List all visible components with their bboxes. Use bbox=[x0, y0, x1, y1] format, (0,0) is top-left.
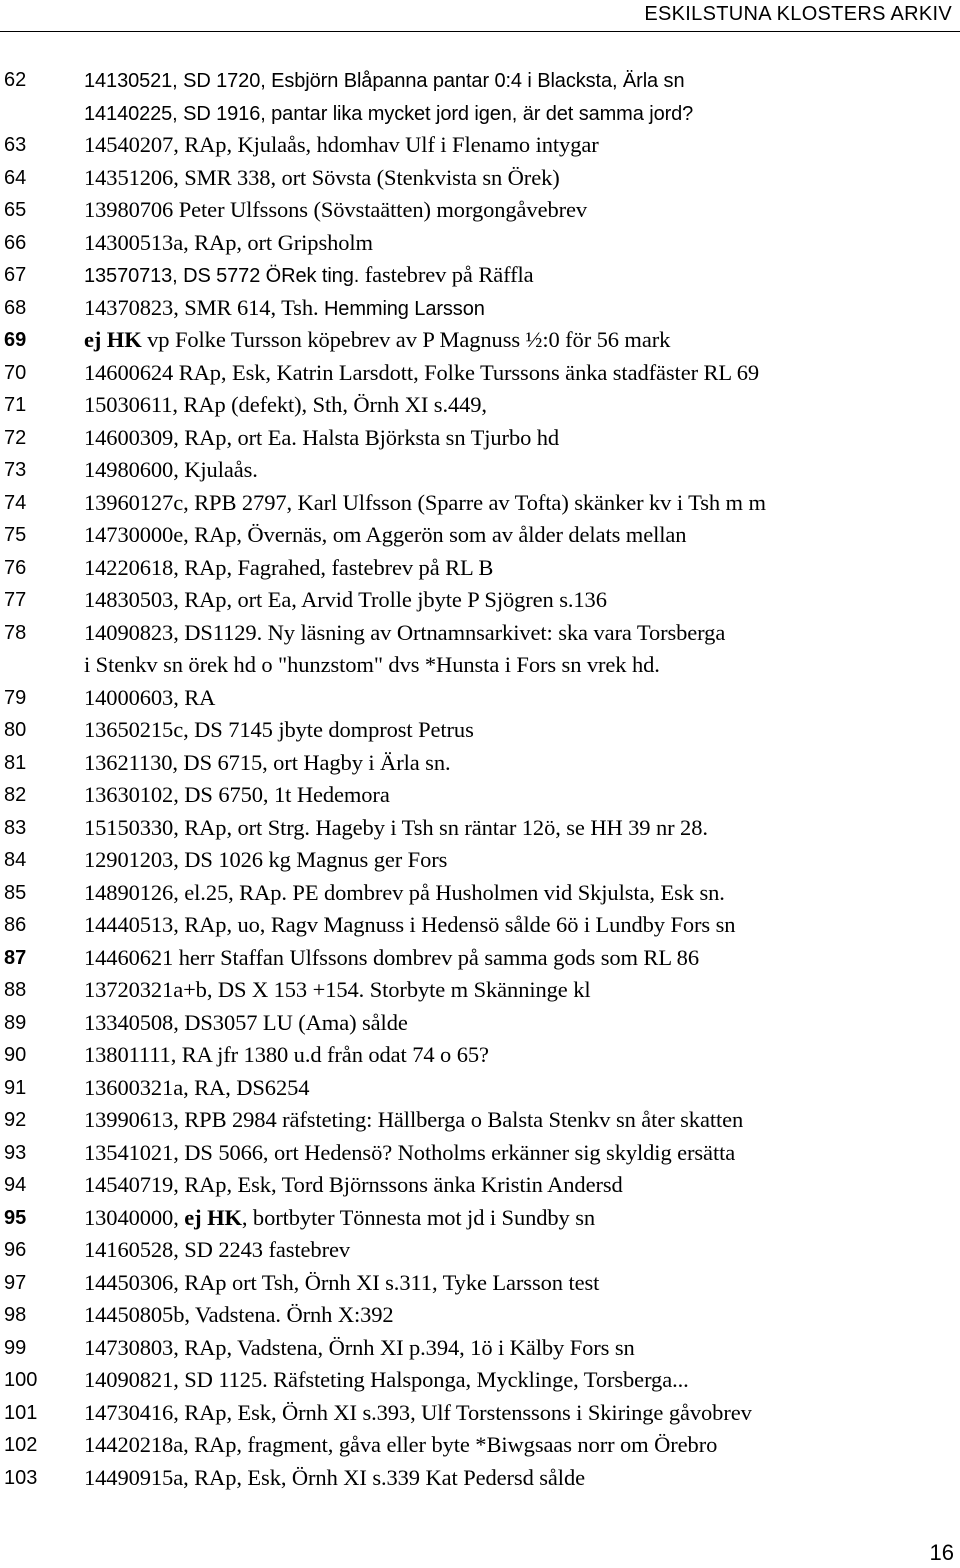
entry-number: 92 bbox=[4, 1109, 27, 1131]
entry-text bbox=[84, 1234, 350, 1267]
entry-line bbox=[84, 357, 759, 390]
register-entry bbox=[0, 1104, 960, 1137]
entry-text bbox=[84, 942, 699, 975]
entry-segment: 13541021, DS 5066, ort Hedensö? Notholms erkänner sig skyldig ersätta bbox=[84, 1139, 736, 1165]
register-entry bbox=[0, 844, 960, 877]
entry-segment: 14130521, SD 1720, Esbjörn Blåpanna pantar 0:4 i Blacksta, Ärla sn bbox=[84, 70, 685, 92]
entry-text bbox=[84, 1462, 585, 1495]
entry-line bbox=[84, 1267, 599, 1300]
entry-line bbox=[84, 1039, 489, 1072]
entry-text bbox=[84, 1364, 689, 1397]
entry-segment: 14890126, el.25, RAp. PE dombrev på Husholmen vid Skjulsta, Esk sn. bbox=[84, 879, 725, 905]
entry-text bbox=[84, 389, 487, 422]
entry-number: 85 bbox=[4, 881, 27, 904]
entry-line bbox=[84, 1137, 735, 1170]
entry-line bbox=[84, 682, 215, 715]
entry-segment: 14160528, SD 2243 fastebrev bbox=[84, 1237, 351, 1262]
entry-segment: i Stenkv sn örek hd o "hunzstom" dvs *Hunsta i Fors sn vrek hd. bbox=[84, 652, 660, 677]
entry-text bbox=[84, 454, 258, 487]
entry-segment: 14730000e, RAp, Övernäs, om Aggerön som av ålder delats mellan bbox=[84, 522, 687, 547]
register-entry bbox=[0, 1137, 960, 1170]
entry-text bbox=[84, 194, 587, 227]
register-entry bbox=[0, 1462, 960, 1495]
entry-line bbox=[84, 1429, 717, 1462]
entry-segment: 13650215c, DS 7145 jbyte domprost Petrus bbox=[84, 717, 474, 742]
entry-segment: 13980706 Peter Ulfssons (Sövstaätten) morgongåvebrev bbox=[84, 197, 588, 222]
entry-text bbox=[84, 584, 607, 617]
entry-number: 67 bbox=[4, 264, 27, 286]
entry-number: 89 bbox=[4, 1011, 27, 1034]
register-entry bbox=[0, 292, 960, 325]
entry-text bbox=[84, 1332, 635, 1365]
entry-text bbox=[84, 1104, 743, 1137]
register-entry bbox=[0, 1234, 960, 1267]
entry-segment: 14420218a, RAp, fragment, gåva eller byte *Biwgsaas norr om Örebro bbox=[84, 1432, 718, 1457]
register-entry bbox=[0, 584, 960, 617]
entry-number: 78 bbox=[4, 621, 27, 644]
register-entry bbox=[0, 714, 960, 747]
entry-line bbox=[84, 194, 587, 227]
register-list bbox=[0, 64, 960, 1494]
entry-segment: 14370823, SMR 614, Tsh. bbox=[84, 294, 319, 320]
entry-text bbox=[84, 227, 373, 260]
register-entry bbox=[0, 259, 960, 292]
entry-number: 68 bbox=[4, 296, 27, 319]
entry-line bbox=[84, 97, 693, 130]
entry-text bbox=[84, 552, 493, 585]
entry-number: 63 bbox=[4, 134, 27, 156]
entry-text bbox=[84, 714, 474, 747]
entry-text bbox=[84, 422, 559, 455]
entry-line bbox=[84, 324, 670, 357]
entry-line bbox=[84, 487, 766, 520]
entry-segment: 13600321a, RA, DS6254 bbox=[84, 1074, 310, 1100]
entry-line bbox=[84, 714, 474, 747]
entry-segment: vp Folke Tursson köpebrev av P Magnuss ½:0 för 56 mark bbox=[141, 327, 671, 352]
entry-line bbox=[84, 1169, 623, 1202]
entry-segment: 14300513a, RAp, ort Gripsholm bbox=[84, 229, 373, 255]
entry-line bbox=[84, 877, 725, 910]
entry-text bbox=[84, 292, 485, 325]
entry-text bbox=[84, 1007, 408, 1040]
entry-number: 64 bbox=[4, 166, 27, 189]
register-entry bbox=[0, 909, 960, 942]
entry-segment: ej HK bbox=[184, 1204, 242, 1230]
entry-text bbox=[84, 812, 708, 845]
entry-text bbox=[84, 129, 599, 162]
entry-segment: 13630102, DS 6750, 1t Hedemora bbox=[84, 782, 390, 807]
entry-line bbox=[84, 1007, 408, 1040]
entry-number: 102 bbox=[4, 1434, 38, 1456]
entry-text bbox=[84, 357, 759, 390]
register-entry bbox=[0, 942, 960, 975]
entry-line bbox=[84, 1072, 309, 1105]
register-entry bbox=[0, 682, 960, 715]
entry-segment: 14140225, SD 1916, pantar lika mycket jord igen, är det samma jord? bbox=[84, 102, 694, 125]
register-entry bbox=[0, 1072, 960, 1105]
entry-number: 74 bbox=[4, 491, 27, 514]
register-entry bbox=[0, 227, 960, 260]
entry-segment: 13621130, DS 6715, ort Hagby i Ärla sn. bbox=[84, 749, 451, 775]
entry-number: 81 bbox=[4, 751, 27, 774]
entry-text bbox=[84, 909, 735, 942]
register-entry bbox=[0, 64, 960, 129]
entry-segment: 13570713, DS 5772 ÖRek ting. bbox=[84, 265, 360, 287]
entry-segment: 14450306, RAp ort Tsh, Örnh XI s.311, Tyke Larsson test bbox=[84, 1269, 600, 1295]
entry-line bbox=[84, 584, 607, 617]
entry-segment: 14540207, RAp, Kjulaås, hdomhav Ulf i Flenamo intygar bbox=[84, 132, 599, 157]
entry-text bbox=[84, 779, 390, 812]
entry-line bbox=[84, 779, 390, 812]
entry-text bbox=[84, 1397, 752, 1430]
entry-segment: 13720321a+b, DS X 153 +154. bbox=[84, 977, 365, 1002]
register-entry bbox=[0, 1299, 960, 1332]
register-entry bbox=[0, 1397, 960, 1430]
entry-segment: 14450805b, Vadstena. Örnh X:392 bbox=[84, 1302, 394, 1327]
entry-segment: 14830503, RAp, ort Ea, Arvid Trolle jbyte P Sjögren s.136 bbox=[84, 587, 607, 612]
entry-segment: , bortbyter Tönnesta mot jd i Sundby sn bbox=[241, 1204, 596, 1230]
register-entry bbox=[0, 1267, 960, 1300]
entry-segment: 14351206, SMR 338, ort Sövsta (Stenkvista sn Örek) bbox=[84, 164, 560, 190]
entry-text bbox=[84, 324, 670, 357]
entry-segment: 14600309, RAp, ort Ea. bbox=[84, 424, 297, 450]
entry-segment: fastebrev på Räffla bbox=[359, 262, 534, 287]
entry-number: 87 bbox=[4, 946, 27, 969]
entry-segment: 15150330, RAp, ort Strg. Hageby i Tsh sn räntar 12ö, se HH 39 nr 28. bbox=[84, 814, 708, 840]
entry-segment: 14090823, DS1129. bbox=[84, 619, 263, 645]
entry-number: 73 bbox=[4, 459, 27, 481]
entry-number: 82 bbox=[4, 784, 27, 806]
register-entry bbox=[0, 487, 960, 520]
entry-text bbox=[84, 1072, 309, 1105]
entry-segment: 15030611, RAp (defekt), Sth, Örnh XI s.449, bbox=[84, 392, 487, 417]
register-entry bbox=[0, 454, 960, 487]
entry-number: 69 bbox=[4, 329, 27, 351]
entry-text bbox=[84, 519, 686, 552]
register-entry bbox=[0, 357, 960, 390]
entry-line bbox=[84, 1332, 635, 1365]
entry-number: 103 bbox=[4, 1466, 38, 1489]
entry-segment: Ny läsning av Ortnamnsarkivet: ska vara Torsberga bbox=[262, 619, 726, 645]
entry-line bbox=[84, 649, 725, 682]
register-entry bbox=[0, 1039, 960, 1072]
entry-number: 72 bbox=[4, 426, 27, 449]
entry-line bbox=[84, 1202, 595, 1235]
page-number: 16 bbox=[929, 1540, 954, 1565]
entry-text bbox=[84, 747, 451, 780]
entry-segment: 14490915a, RAp, Esk, Örnh XI s.339 Kat Pedersd sålde bbox=[84, 1464, 585, 1490]
register-entry bbox=[0, 812, 960, 845]
entry-text bbox=[84, 844, 447, 877]
entry-text bbox=[84, 1202, 595, 1235]
entry-text bbox=[84, 1169, 623, 1202]
entry-number: 91 bbox=[4, 1076, 27, 1099]
entry-number: 97 bbox=[4, 1271, 27, 1294]
entry-number: 83 bbox=[4, 816, 27, 839]
entry-line bbox=[84, 259, 534, 292]
entry-line bbox=[84, 942, 699, 975]
entry-segment: ej HK bbox=[84, 327, 142, 352]
entry-segment: 14000603, RA bbox=[84, 684, 216, 710]
entry-number: 77 bbox=[4, 589, 27, 611]
entry-number: 62 bbox=[4, 69, 27, 91]
entry-text bbox=[84, 682, 215, 715]
register-entry bbox=[0, 1169, 960, 1202]
entry-line bbox=[84, 422, 559, 455]
entry-number: 96 bbox=[4, 1239, 27, 1261]
entry-number: 94 bbox=[4, 1174, 27, 1196]
entry-line bbox=[84, 1397, 752, 1430]
entry-line bbox=[84, 1299, 394, 1332]
entry-segment: 14090821, SD 1125. Räfsteting Halsponga, Mycklinge, Torsberga... bbox=[84, 1367, 689, 1392]
register-entry bbox=[0, 324, 960, 357]
entry-line bbox=[84, 1104, 743, 1137]
entry-line bbox=[84, 909, 735, 942]
entry-segment: 13801111, RA jfr 1380 u.d från odat 74 o 65? bbox=[84, 1042, 489, 1067]
entry-number: 79 bbox=[4, 686, 27, 709]
entry-segment: 14460621 herr Staffan Ulfssons dombrev på samma gods som RL 86 bbox=[84, 944, 699, 970]
entry-segment: 14540719, RAp, Esk, Tord Björnssons änka Kristin Andersd bbox=[84, 1172, 623, 1197]
entry-segment: Hemming Larsson bbox=[318, 297, 485, 320]
register-entry bbox=[0, 974, 960, 1007]
entry-number: 98 bbox=[4, 1304, 27, 1326]
entry-text bbox=[84, 974, 591, 1007]
entry-number: 84 bbox=[4, 849, 27, 871]
register-entry bbox=[0, 1429, 960, 1462]
register-entry bbox=[0, 552, 960, 585]
entry-number: 86 bbox=[4, 914, 27, 936]
archive-title: ESKILSTUNA KLOSTERS ARKIV bbox=[644, 3, 952, 25]
entry-segment: 12901203, DS 1026 kg Magnus ger Fors bbox=[84, 847, 448, 872]
entry-number: 93 bbox=[4, 1141, 27, 1164]
entry-line bbox=[84, 454, 258, 487]
entry-segment: 14980600, Kjulaås. bbox=[84, 457, 258, 482]
entry-text bbox=[84, 1267, 599, 1300]
entry-segment: Halsta Björksta sn Tjurbo hd bbox=[296, 424, 560, 450]
entry-segment: 13340508, DS3057 LU (Ama) sålde bbox=[84, 1009, 408, 1035]
entry-line bbox=[84, 292, 485, 325]
entry-text bbox=[84, 1137, 735, 1170]
entry-segment: 14600624 RAp, Esk, Katrin Larsdott, Folke Turssons änka stadfäster RL 69 bbox=[84, 359, 760, 385]
entry-number: 66 bbox=[4, 231, 27, 254]
entry-segment: 14440513, RAp, uo, Ragv Magnuss i Hedensö sålde 6ö i Lundby Fors sn bbox=[84, 912, 736, 937]
entry-segment: 13990613, RPB 2984 räfsteting: Hällberga o Balsta Stenkv sn åter skatten bbox=[84, 1107, 744, 1132]
entry-line bbox=[84, 227, 373, 260]
entry-line bbox=[84, 519, 686, 552]
register-entry bbox=[0, 1007, 960, 1040]
entry-text bbox=[84, 617, 725, 682]
entry-text bbox=[84, 877, 725, 910]
register-entry bbox=[0, 194, 960, 227]
entry-text bbox=[84, 487, 766, 520]
register-entry bbox=[0, 129, 960, 162]
entry-number: 90 bbox=[4, 1044, 27, 1066]
entry-line bbox=[84, 389, 487, 422]
register-entry bbox=[0, 1364, 960, 1397]
entry-number: 70 bbox=[4, 361, 27, 384]
entry-line bbox=[84, 1234, 350, 1267]
register-entry bbox=[0, 389, 960, 422]
entry-text bbox=[84, 1429, 717, 1462]
entry-number: 101 bbox=[4, 1401, 38, 1424]
header-divider bbox=[0, 31, 960, 32]
entry-segment: Storbyte m Skänninge kl bbox=[364, 977, 591, 1002]
page-header bbox=[0, 0, 960, 40]
entry-line bbox=[84, 617, 725, 650]
entry-number: 76 bbox=[4, 556, 27, 579]
register-entry bbox=[0, 747, 960, 780]
entry-line bbox=[84, 64, 693, 97]
entry-number: 71 bbox=[4, 394, 27, 416]
register-entry bbox=[0, 617, 960, 682]
entry-number: 75 bbox=[4, 524, 27, 546]
entry-number: 95 bbox=[4, 1206, 27, 1229]
entry-line bbox=[84, 1462, 585, 1495]
register-entry bbox=[0, 519, 960, 552]
register-entry bbox=[0, 1332, 960, 1365]
entry-segment: 14220618, RAp, Fagrahed, fastebrev på RL B bbox=[84, 554, 494, 580]
register-entry bbox=[0, 1202, 960, 1235]
entry-number: 100 bbox=[4, 1369, 38, 1391]
entry-line bbox=[84, 747, 451, 780]
entry-line bbox=[84, 1364, 689, 1397]
register-entry bbox=[0, 877, 960, 910]
register-entry bbox=[0, 162, 960, 195]
entry-number: 65 bbox=[4, 199, 27, 221]
entry-line bbox=[84, 129, 599, 162]
entry-number: 99 bbox=[4, 1336, 27, 1359]
entry-line bbox=[84, 552, 493, 585]
entry-text bbox=[84, 1299, 394, 1332]
entry-line bbox=[84, 844, 447, 877]
entry-number: 80 bbox=[4, 719, 27, 741]
entry-text bbox=[84, 1039, 489, 1072]
entry-text bbox=[84, 259, 534, 292]
entry-text bbox=[84, 64, 693, 129]
entry-line bbox=[84, 812, 708, 845]
entry-text bbox=[84, 162, 560, 195]
entry-segment: 13040000, bbox=[84, 1204, 185, 1230]
register-entry bbox=[0, 422, 960, 455]
entry-number: 88 bbox=[4, 979, 27, 1001]
entry-segment: 14730803, RAp, Vadstena, Örnh XI p.394, 1ö i Kälby Fors sn bbox=[84, 1334, 635, 1360]
entry-line bbox=[84, 162, 560, 195]
register-entry bbox=[0, 779, 960, 812]
entry-line bbox=[84, 974, 591, 1007]
entry-segment: 13960127c, RPB 2797, Karl Ulfsson (Sparre av Tofta) skänker kv i Tsh m m bbox=[84, 489, 766, 515]
entry-segment: 14730416, RAp, Esk, Örnh XI s.393, Ulf Torstenssons i Skiringe gåvobrev bbox=[84, 1399, 752, 1425]
